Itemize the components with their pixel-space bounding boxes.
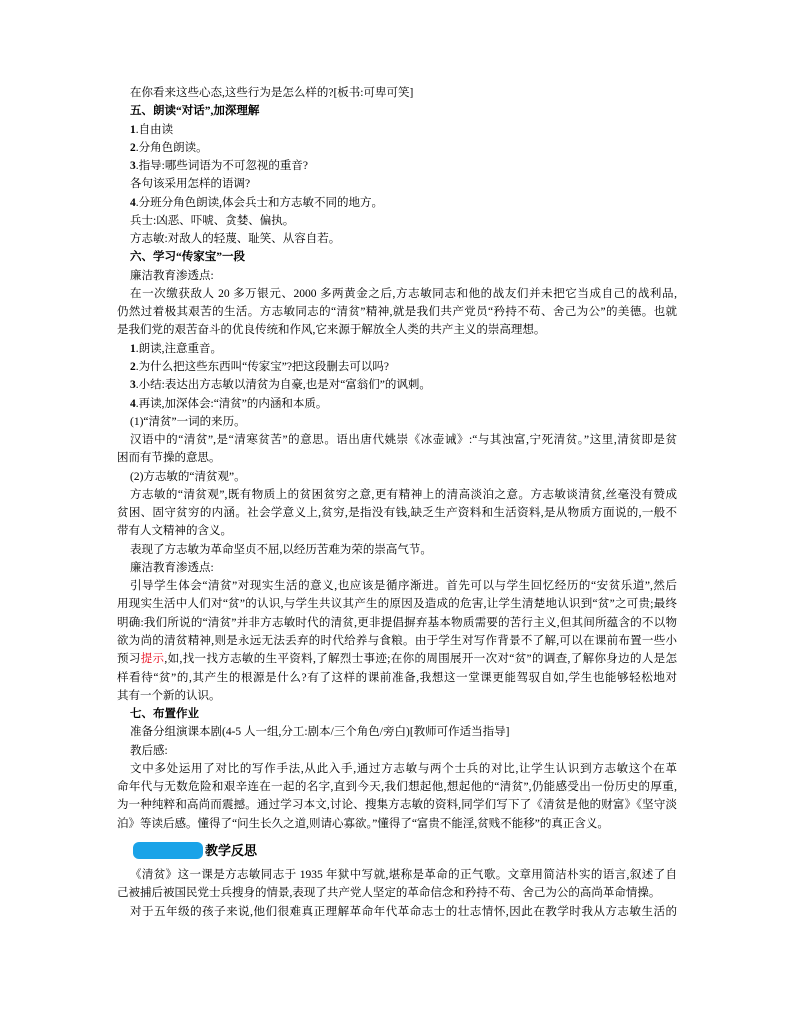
- step-number: 4: [130, 397, 136, 410]
- paragraph-line: 《清贫》这一课是方志敏同志于 1935 年狱中写就,堪称是革命的正气歌。文章用简洁朴实的语言,叙述了自: [130, 869, 677, 881]
- paragraph-line: 命年代与无数危险和艰辛连在一起的名字,直到今天,我们想起他,想起他的“清贫”,仍能感受出一份历史的厚重,: [117, 781, 677, 794]
- step-text: .朗读,注意重音。: [135, 342, 222, 355]
- section-heading-6: 六、学习“传家宝”一段: [130, 251, 245, 264]
- paragraph-line: 是我们党的艰苦奋斗的优良传统和作风,它来源于解放全人类的共产主义的崇高理想。: [117, 324, 546, 337]
- paragraph-line: 汉语中的“清贫”,是“清寒贫苦”的意思。语出唐代姚崇《冰壶诫》:“与其浊富,宁死清贫。”这里,清贫即是贫: [130, 434, 677, 447]
- board-question: 在你看来这些心态,这些行为是怎么样的?[板书:可卑可笑]: [130, 87, 414, 99]
- paragraph-line: [117, 650, 677, 668]
- line-text: 预习: [117, 653, 141, 666]
- step-text: .再读,加深体会:“清贫”的内涵和本质。: [135, 397, 328, 410]
- step-number: 3: [130, 379, 136, 392]
- heading-badge: [133, 842, 203, 859]
- step-followup: 各句该采用怎样的语调?: [130, 178, 251, 191]
- step-item: [117, 395, 677, 413]
- step-number: 1: [130, 123, 136, 136]
- section-heading-7: 七、布置作业: [130, 708, 199, 721]
- step-text: .分角色朗读。: [135, 141, 208, 154]
- paragraph-line: 为一种纯粹和高尚而震撼。通过学习本文,讨论、搜集方志敏的资料,同学们写下了《清贫是他的财富》《坚守淡: [117, 799, 677, 812]
- subsection-title: (2)方志敏的“清贫观”。: [130, 470, 246, 483]
- soldier-traits: 兵士:凶恶、吓唬、贪婪、偏执。: [130, 214, 295, 227]
- integrity-label: 廉洁教育渗透点:: [130, 269, 214, 282]
- assignment-line: 准备分组演课本剧(4-5 人一组,分工:剧本/三个角色/旁白)[教师可作适当指导]: [130, 726, 510, 739]
- paragraph-line: 欲为尚的清贫精神,则是永远无法丢弃的时代给养与食粮。由于学生对写作背景不了解,可以在课前布置一些小: [117, 634, 677, 647]
- subsection-title: (1)“清贫”一词的来历。: [130, 415, 246, 428]
- step-text: .小结:表达出方志敏以清贫为自豪,也是对“富翁们”的讽刺。: [135, 379, 431, 392]
- paragraph-line: 文中多处运用了对比的写作手法,从此入手,通过方志敏与两个士兵的对比,让学生认识到方志敏这个在革: [130, 762, 677, 775]
- step-number: 2: [130, 360, 136, 373]
- step-item: [117, 194, 677, 212]
- afterthought-label: 教后感:: [130, 744, 168, 757]
- paragraph-line: 贫困、固守贫穷的内涵。社会学意义上,贫穷,是指没有钱,缺乏生产资料和生活资料,是从物质方面说的,一般不: [117, 507, 677, 520]
- step-number: 3: [130, 160, 136, 173]
- lesson-body: [117, 84, 677, 833]
- step-number: 1: [130, 342, 136, 355]
- step-item: [117, 358, 677, 376]
- paragraph-line: 己被捕后被国民党士兵搜身的情景,表现了共产党人坚定的革命信念和矜持不苟、舍己为公的高尚革命情操。: [117, 887, 661, 900]
- step-text: .为什么把这些东西叫“传家宝”?把这段删去可以吗?: [135, 360, 390, 373]
- paragraph-line: 带有人文精神的含义。: [117, 525, 232, 538]
- line-text: ,如,找一找方志敏的生平资料,了解烈士事迹;在你的周围展开一次对“贫”的调查,了解你身边的人是怎: [164, 653, 678, 666]
- step-item: [117, 376, 677, 394]
- paragraph-line: 用现实生活中人们对“贫”的认识,与学生共议其产生的原因及造成的危害,让学生清楚地认识到“贫”之可贵;最终: [117, 598, 677, 611]
- step-text: .分班分角色朗读,体会兵士和方志敏不同的地方。: [135, 196, 383, 209]
- paragraph-line: 明确:我们所说的“清贫”并非方志敏时代的清贫,更非提倡摒弃基本物质需要的苦行主义,但其间所蕴含的不以物: [117, 616, 677, 629]
- step-number: 4: [130, 196, 136, 209]
- paragraph-line: 泊》等读后感。懂得了“问生长久之道,则请心寡欲。”懂得了“富贵不能淫,贫贱不能移”的真正含义。: [117, 817, 609, 830]
- paragraph-line: 其有一个新的认识。: [117, 689, 221, 702]
- paragraph-line: 方志敏的“清贫观”,既有物质上的贫困贫穷之意,更有精神上的清高淡泊之意。方志敏谈清贫,丝毫没有赞成: [130, 488, 677, 501]
- summary-line: 表现了方志敏为革命坚贞不屈,以经历苦难为荣的崇高气节。: [130, 543, 432, 556]
- reflection-title: 教学反思: [205, 843, 258, 858]
- step-item: [117, 121, 677, 139]
- fang-traits: 方志敏:对敌人的轻蔑、耻笑、从容自若。: [130, 233, 341, 246]
- paragraph-line: 仍然过着极其艰苦的生活。方志敏同志的“清贫”精神,就是我们共产党员“矜持不苟、舍己为公”的美德。也就: [117, 306, 677, 319]
- step-text: .指导:哪些词语为不可忽视的重音?: [135, 160, 308, 173]
- section-heading-5: 五、朗读“对话”,加深理解: [130, 105, 260, 118]
- paragraph-line: 引导学生体会“清贫”对现实生活的意义,也应该是循序渐进。首先可以与学生回忆经历的“安贫乐道”,然后: [130, 580, 677, 593]
- reflection-body: [117, 866, 677, 921]
- step-item: [117, 157, 677, 175]
- step-text: .自由读: [135, 123, 174, 136]
- step-item: [117, 139, 677, 157]
- highlight-text: 提示: [140, 653, 165, 666]
- paragraph-line: 对于五年级的孩子来说,他们很难真正理解革命年代革命志士的壮志情怀,因此在教学时我从方志敏生活的: [130, 905, 677, 918]
- paragraph-line: 在一次缴获敌人 20 多万银元、2000 多两黄金之后,方志敏同志和他的战友们并未把它当成自己的战利品,: [130, 287, 677, 300]
- step-item: [117, 340, 677, 358]
- integrity-label: 廉洁教育渗透点:: [130, 561, 214, 574]
- paragraph-line: 困而有节操的意思。: [117, 452, 221, 465]
- step-number: 2: [130, 141, 136, 154]
- reflection-heading: [133, 841, 257, 860]
- paragraph-line: 样看待“贫”的,其产生的根源是什么?有了这样的课前准备,我想这一堂课更能驾驭自如,学生也能够轻松地对: [117, 671, 677, 684]
